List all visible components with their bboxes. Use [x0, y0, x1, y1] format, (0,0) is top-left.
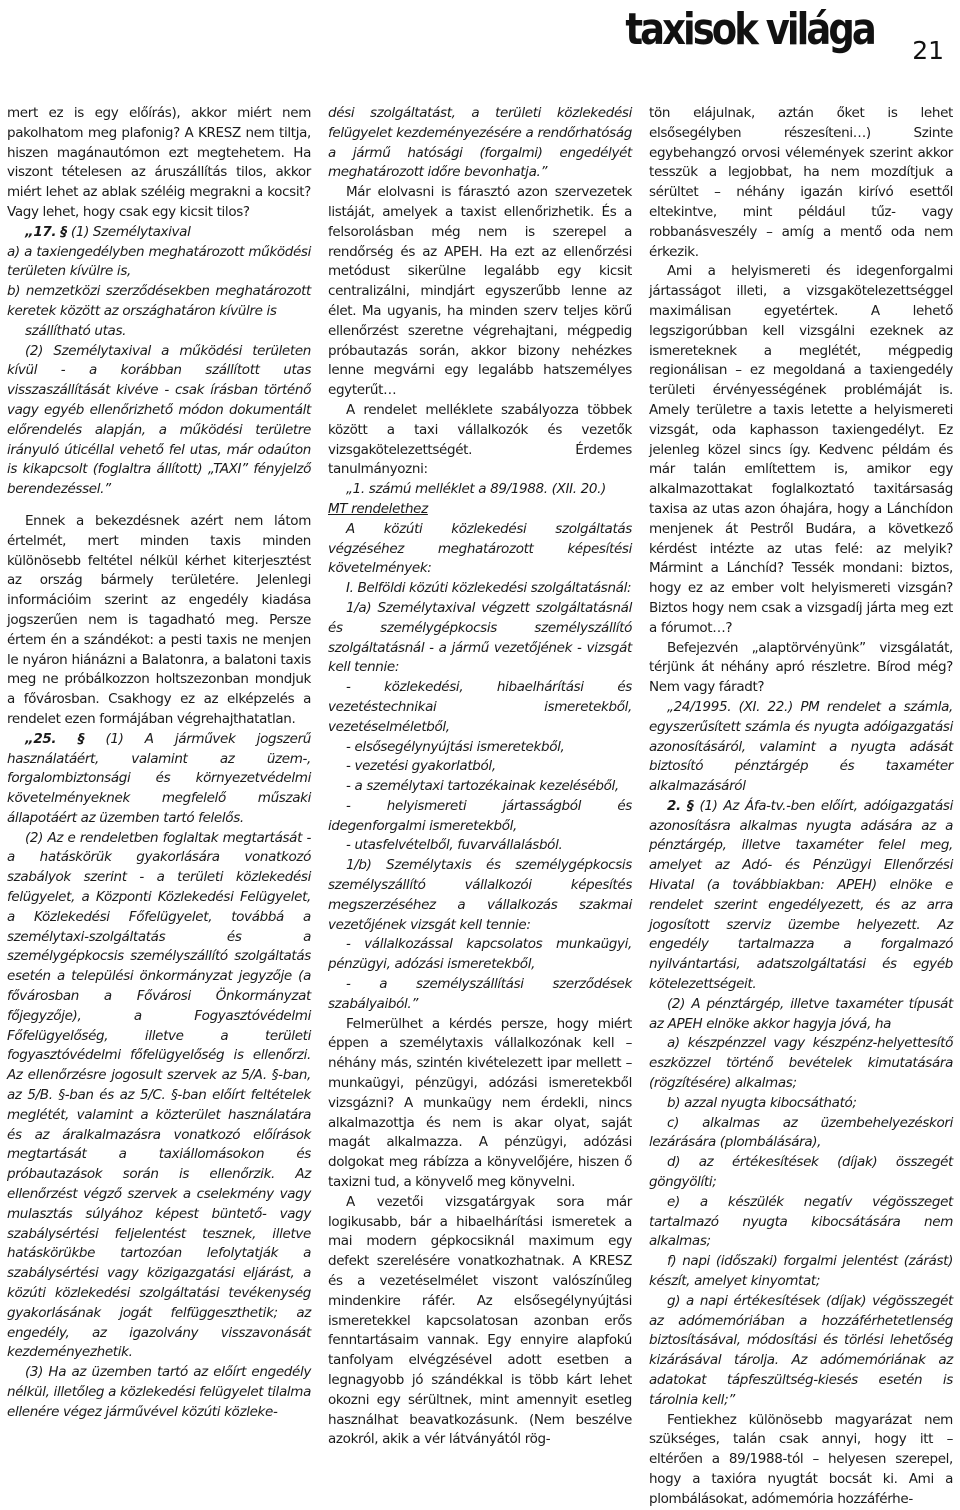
paragraph — [7, 243, 311, 283]
paragraph-text: - vezetési gyakorlatból, — [346, 758, 496, 775]
paragraph — [649, 995, 953, 1035]
paragraph — [649, 1114, 953, 1154]
paragraph — [649, 1094, 953, 1114]
paragraph-text: A közúti közlekedési szolgáltatás végzéséhez meghatározott képesítési követelmények: — [328, 520, 632, 577]
paragraph — [7, 1363, 311, 1422]
paragraph-text: dési szolgáltatást, a területi közlekedési felügyelet kezdeményezésére a rendőrhatóság a jármű hatósági (forgalmi) engedélyét meghatározott időre bevonhatja.” — [328, 105, 632, 181]
paragraph — [328, 797, 632, 837]
paragraph — [7, 282, 311, 322]
paragraph-text: Ami a helyismereti és idegenforgalmi jártasságot illeti, a vizsgakötelezettséggel maximálisan egyetértek. A lehető legszigorúbban kell vizsgálni ezeknek az ismereteknek a meglétét, mégpedig regionálisan – ez megoldaná a taxiengedély területi érvényességének problémáját is. Amely területre a taxis letette a helyismereti vizsgát, oda kaphasson taxiengedélyt. Ez jelenleg közel sincs így. Kedvenc példám és már talán említettem is, amikor egy alkalmazottakat foglalkoztató taxitársaság taxisa az utas azon óhajára, hogy a Lánchídon menjenek át Pestről Budára, a következő kérdést intézte az utas felé: az melyik? Mármint a Lánchíd? Tessék mondani: biztos, hogy ez az ember volt helyismereti vizsgán? Biztos hogy nem csak a vizsgadíj járta meg ezt a fórumot…? — [649, 263, 953, 636]
paragraph — [7, 512, 311, 730]
paragraph — [649, 1292, 953, 1411]
paragraph-text: (2) Az e rendeletben foglaltak megtartását - a hatáskörük gyakorlására vonatkozó szabályok szerint - a területi közlekedési felügyelet, a Központi Közlekedési Felügyelet, a Közlekedési Főfelügyelet, továbbá a személytaxi-szolgáltatás és a személygépkocsis személyszállító szolgáltatás esetén a települési önkormányzat jegyzője (a fővárosban a Fővárosi Önkormányzat főjegyzője), a Fogyasztóvédelmi Főfelügyelőség, illetve a területi fogyasztóvédelmi főfelügyelőség is ellenőrzi. Az ellenőrzésre jogosult szervek az 5/A. §-ban, az 5/B. §-ban és az 5/C. §-ban előírt feltételek meglétét, valamint a közterület használatára és az áralkalmazásra vonatkozó előírások megtartását a taxiállomásokon és próbautazások során is ellenőrzik. Az ellenőrzést végző szervek a cselekmény vagy mulasztás súlyához képest büntető- vagy szabálysértési feljelentést tesznek, illetve hatáskörükbe tartozóan lefolytatják a szabálysértési vagy közigazgatási eljárást, a közúti közlekedési szolgáltatási tevékenység gyakorlásának jogát felfüggeszthetik; az engedély, az igazolvány visszavonását kezdeményezhetik. — [7, 829, 311, 1361]
paragraph — [328, 777, 632, 797]
paragraph-text: - a személytaxi tartozékainak kezeléséből, — [346, 778, 619, 795]
paragraph-text: b) azzal nyugta kibocsátható; — [667, 1094, 857, 1111]
paragraph-text: b) nemzetközi szerződésekben meghatározott keretek között az országhatáron kívülre is — [7, 283, 311, 319]
paragraph — [649, 698, 953, 797]
paragraph-text: „1. számú melléklet a 89/1988. (XII. 20.) — [346, 481, 606, 498]
paragraph-text: - a személyszállítási szerződések szabályaiból.” — [328, 976, 632, 1012]
paragraph-text: (3) Ha az üzemben tartó az előírt engedély nélkül, illetőleg a közlekedési felügyelet tilalma ellenére végez járművével közúti közleke- — [7, 1364, 311, 1420]
masthead-logo: taxisok világa — [625, 4, 874, 55]
paragraph — [328, 757, 632, 777]
paragraph-text: - közlekedési, hibaelhárítási és vezetéstechnikai ismeretekből, vezetéselméletből, — [328, 679, 632, 735]
page-header — [0, 0, 960, 100]
paragraph-text: Befejezvén „alaptörvényünk” vizsgálatát, térjünk át néhány apró részletre. Bírod még? Nem vagy fáradt? — [649, 639, 953, 696]
paragraph — [328, 599, 632, 678]
paragraph — [328, 500, 632, 520]
paragraph-text: Ennek a bekezdésnek azért nem látom értelmét, mert minden taxis minden különösebb feltétel nélkül kérhet kiterjesztést az ország bármely területére. Jelenlegi információim szerint az engedély kiadása jogszerűen nem is tagadható meg. Persze értem én a szándékot: a pesti taxis ne menjen le nyáron hiánázni a Balatonra, a balatoni taxis meg ne próbálkozzon holtszezonban mondjuk a fővárosban. Csakhogy ez az elképzelés a rendelet ezen formájában végrehajthatatlan. — [7, 512, 311, 727]
paragraph — [7, 104, 311, 223]
paragraph — [328, 678, 632, 737]
paragraph — [328, 856, 632, 935]
paragraph — [649, 1153, 953, 1193]
paragraph-text: (1) A járművek jogszerű használatáért, valamint az üzem-, forgalombiztonsági és környezetvédelmi követelményeknek megfelelő műszaki állapotáért az üzemben tartó felelős. — [7, 730, 311, 826]
paragraph — [328, 1193, 632, 1450]
paragraph-text: I. Belföldi közúti közlekedési szolgáltatásnál: — [346, 580, 632, 597]
paragraph — [328, 935, 632, 975]
paragraph-text: A vezetői vizsgatárgyak sora már logikusabb, bár a hibaelhárítási ismeretek a mai modern gépkocsiknál maximum egy defekt szerelésére vonatkozhatnak. A KRESZ és a vezetéselmélet viszont valószínűleg mindenkire ráfér. Az elsősegélynyújtási ismeretekkel kapcsolatosan azonban erős fenntartásaim vannak. Egy ennyire alapfokú tanfolyam elvégzésével adott esetben a legnagyobb jó szándékkal is több kárt lehet okozni egy sérültnek, mint amennyit esetleg használhat beavatkozásunk. (Nem beszélve azokról, akik a vér látványától rög- — [328, 1193, 632, 1448]
paragraph-text: MT rendelethez — [328, 500, 428, 517]
paragraph-text: „24/1995. (XI. 22.) PM rendelet a számla, egyszerűsített számla és nyugta adóigazgatási azonosításáról, valamint a nyugta adását biztosító pénztárgép és taxaméter alkalmazásáról — [649, 698, 953, 795]
paragraph-text: - helyismereti jártasságból és idegenforgalmi ismeretekből, — [328, 797, 632, 834]
paragraph-text: (1) Az Áfa-tv.-ben előírt, adóigazgatási azonosításra alkalmas nyugta adására az a pénztárgép, illetve taxaméter felel meg, amelyet az Adó- és Pénzügyi Ellenőrzési Hivatal (a továbbiakban: APEH) elnöke e rendelet szerint engedélyezett, és az arra jogosított szerviz üzembe helyezett. Az engedély tartalmazza a forgalmazó nyilvántartási, adatszolgáltatási és egyéb kötelezettségeit. — [649, 797, 953, 993]
paragraph — [328, 1015, 632, 1193]
section-marker: „25. § — [25, 730, 85, 747]
text-column-1 — [7, 104, 311, 1449]
paragraph — [328, 836, 632, 856]
text-column-3 — [649, 104, 953, 1507]
section-marker: „17. § — [25, 223, 67, 240]
paragraph-text: szállítható utas. — [25, 322, 127, 339]
paragraph-text: Felmerülhet a kérdés persze, hogy miért éppen a személytaxis vállalkozónak kell – néhány más, szintén kivételezett ipar mellett – munkaügyi, pénzügyi, adózási ismeretekből vizsgázni? A munkaügy nem érdekli, nincs alkalmazottja és nem is akar olyat, saját magát alkalmazza. A pénzügyi, adózási dolgokat meg rábízza a könyvelőjére, hiszen ő taxizni tud, a könyvelő meg könyvelni. — [328, 1015, 632, 1191]
paragraph — [328, 579, 632, 599]
paragraph-text: mert ez is egy előírás), akkor miért nem pakolhatom meg plafonig? A KRESZ nem tiltja, hiszen magánautómon ezt megtehetem. Ha viszont tételesen az áruszállítás tilos, akkor miért lehet az ablak széléig megrakni a kocsit? Vagy lehet, hogy csak egy kicsit tilos? — [7, 105, 311, 220]
paragraph — [328, 104, 632, 183]
paragraph-text: - elsősegélynyújtási ismeretekből, — [346, 738, 565, 755]
paragraph — [328, 480, 632, 500]
paragraph-text: tön elájulnak, aztán őket is lehet elsősegélyben részesíteni…) Szinte egybehangzó orvosi vélemények szerint akkor tesszük a legjobbat, ha nem mozdítjuk a sérültet – néhány igazán kirívó esettől eltekintve, mint például tűz- vagy robbanásveszély – amíg a mentő oda nem érkezik. — [649, 105, 953, 260]
paragraph — [649, 262, 953, 638]
paragraph-text: - utasfelvételből, fuvarvállalásból. — [346, 837, 563, 854]
paragraph-text: e) a készülék negatív végösszeget tartalmazó nyugta kibocsátására nem alkalmas; — [649, 1193, 953, 1250]
paragraph-text: (2) Személytaxival a működési területen kívül - a korábban szállított utas visszaszállítását kivéve - csak írásban történő vagy egyéb ellenőrizhető módon dokumentált előrendelés alapján, a működési területre irányuló úticéllal vehető fel utas, már odaúton is kikapcsolt (foglaltra állított) „TAXI” fényjelző berendezéssel.” — [7, 342, 311, 498]
text-column-2 — [328, 104, 632, 1449]
paragraph — [649, 797, 953, 995]
paragraph — [649, 1411, 953, 1510]
page-number: 21 — [912, 36, 944, 65]
article-body — [7, 104, 953, 1507]
paragraph — [7, 342, 311, 500]
paragraph — [7, 829, 311, 1364]
paragraph — [328, 520, 632, 579]
paragraph-text: 1/b) Személytaxis és személygépkocsis személyszállító vállalkozói képesítés megszerzéséhez a vállalkozás szakmai vezetőjének vizsgát kell tennie: — [328, 857, 632, 933]
paragraph-text: (2) A pénztárgép, illetve taxaméter típusát az APEH elnöke akkor hagyja jóvá, ha — [649, 995, 953, 1032]
paragraph — [7, 322, 311, 342]
paragraph-text: A rendelet melléklete szabályozza többek között a taxi vállalkozók és vezetők vizsgakötelezettségét. Érdemes tanulmányozni: — [328, 401, 632, 478]
paragraph-text: Már elolvasni is fárasztó azon szervezetek listáját, amelyek a taxist ellenőrizhetik. És a felsorolásban még nem is szerepel a rendőrség és az APEH. Ha ezt az ellenőrzési metódust sikerülne legalább egy kicsit centralizálni, mindjárt egyszerűbb lenne az élet. Ma ugyanis, ha minden szerv teljes körű ellenőrzést szeretne végrehajtani, mégpedig próbautazás során, akkor bizony nehézkes lenne megvárni egy legalább hatszemélyes egyterűt… — [328, 184, 632, 399]
paragraph-text: g) a napi értékesítések (díjak) végösszegét az adómemóriában a hozzáférhetetlenség biztosításával, módosítási és törlési lehetőség kizárásával tárolja. Az adómemóriának az adatokat tápfeszültség-kiesés esetén is tárolnia kell;” — [649, 1292, 953, 1408]
paragraph-text: (1) Személytaxival — [66, 223, 191, 240]
paragraph — [649, 104, 953, 262]
paragraph — [649, 1034, 953, 1093]
paragraph — [328, 401, 632, 480]
paragraph — [7, 730, 311, 829]
paragraph — [328, 738, 632, 758]
paragraph-text: f) napi (időszaki) forgalmi jelentést (zárást) készít, amelyet kinyomtat; — [649, 1253, 953, 1290]
paragraph — [649, 639, 953, 698]
paragraph-text: d) az értékesítések (díjak) összegét göngyölíti; — [649, 1154, 953, 1191]
paragraph — [7, 223, 311, 243]
section-marker: 2. § — [667, 797, 694, 814]
paragraph — [328, 975, 632, 1015]
paragraph-text: a) a taxiengedélyben meghatározott működési területen kívülre is, — [7, 243, 311, 280]
paragraph-text: 1/a) Személytaxival végzett szolgáltatásnál és személygépkocsis személyszállító szolgáltatásnál - a jármű vezetőjének - vizsgát kell tennie: — [328, 599, 632, 676]
paragraph — [649, 1252, 953, 1292]
paragraph-text: a) készpénzzel vagy készpénz-helyettesítő eszközzel történő bevételek kimutatására (rögzítésére) alkalmas; — [649, 1035, 953, 1092]
paragraph — [328, 183, 632, 401]
paragraph-text: c) alkalmas az üzembehelyezéskori lezárására (plombálására), — [649, 1114, 953, 1151]
paragraph-text: Fentiekhez különösebb magyarázat nem szükséges, talán csak annyi, hogy itt – eltérően a 89/1988-tól – helyesen szerepel, hogy a taxióra nyugtát bocsát ki. Ami a plombálásokat, adómemória hozzáférhe- — [649, 1411, 953, 1507]
paragraph-text: - vállalkozással kapcsolatos munkaügyi, pénzügyi, adózási ismeretekből, — [328, 936, 632, 973]
paragraph — [649, 1193, 953, 1252]
